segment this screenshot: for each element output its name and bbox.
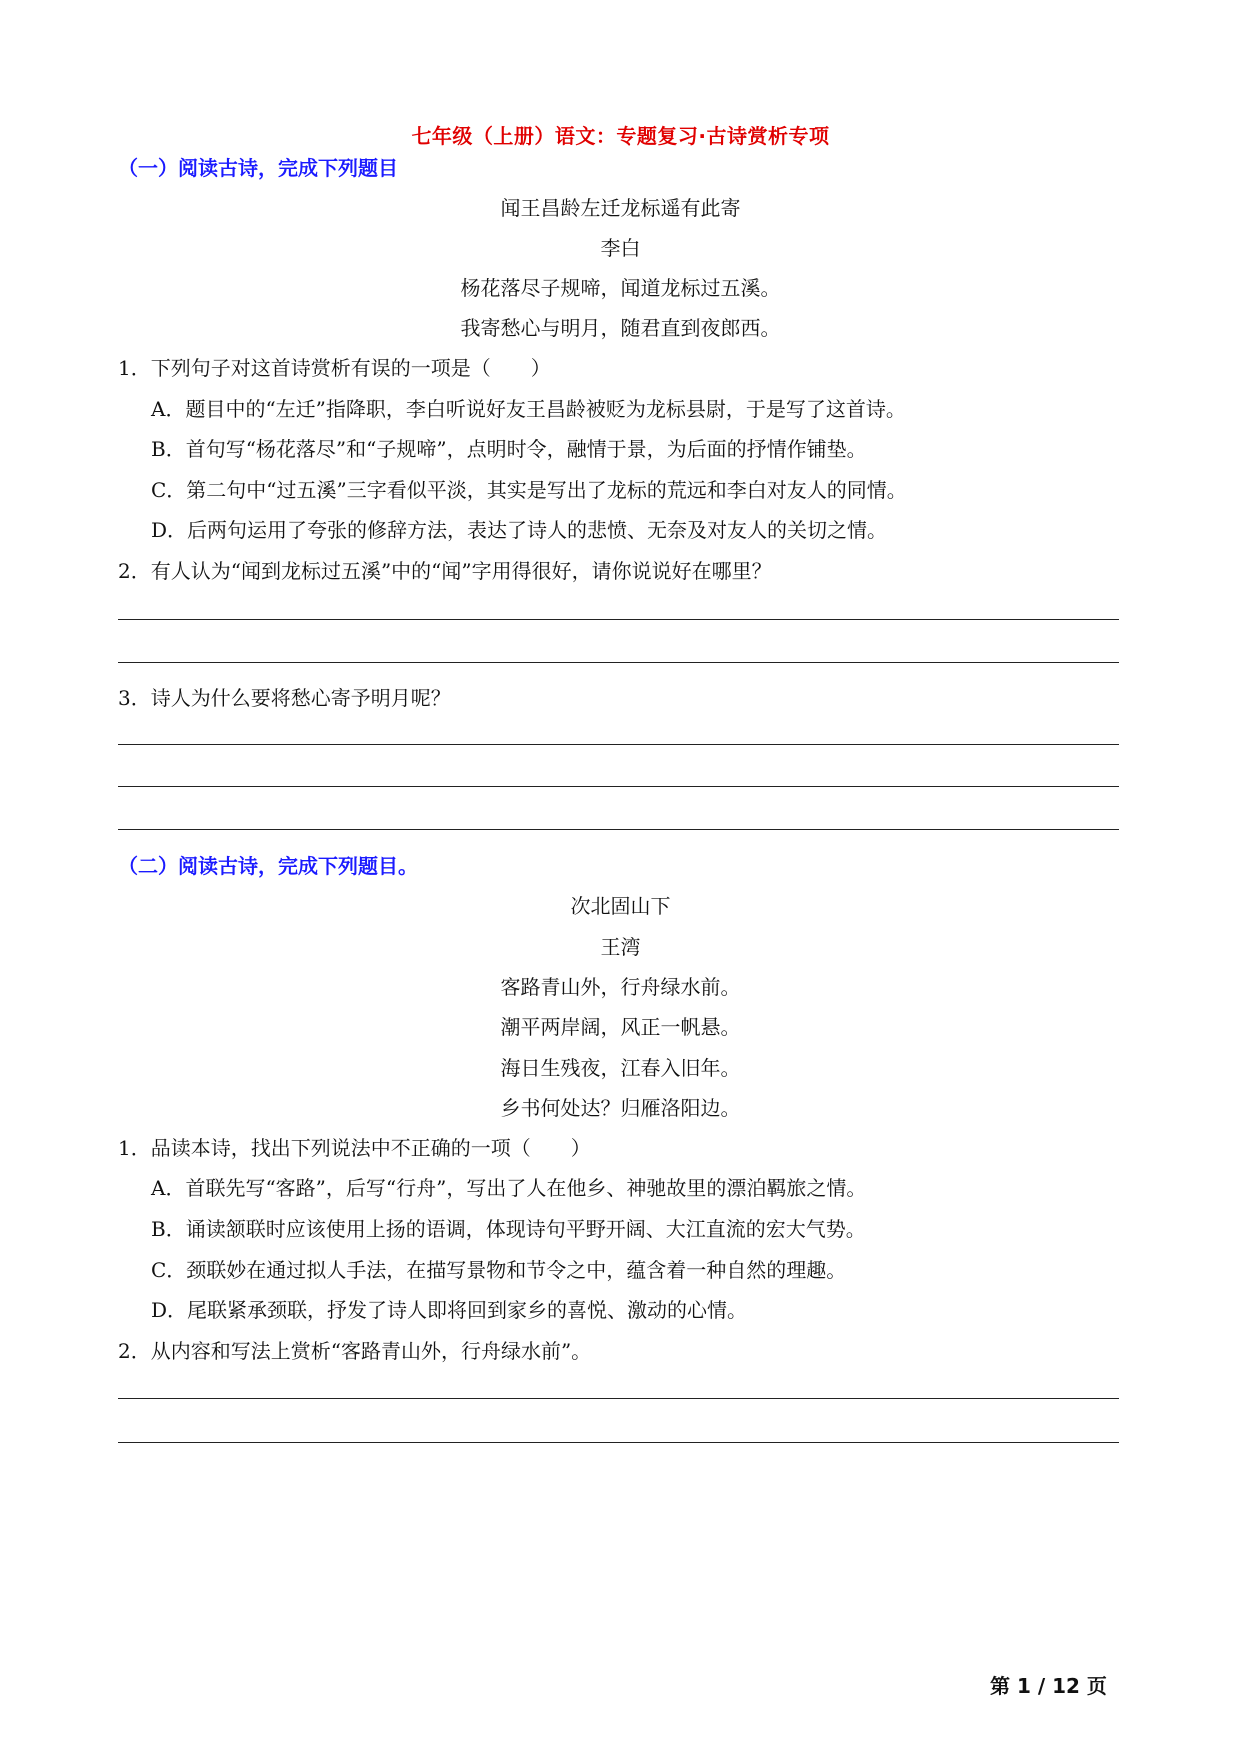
answer-line[interactable] (118, 619, 1119, 620)
s2-q1-option-b: B．诵读颔联时应该使用上扬的语调，体现诗句平野开阔、大江直流的宏大气势。 (151, 1217, 866, 1241)
poem-2-author: 王湾 (600, 935, 641, 959)
s2-question-1: 1．品读本诗，找出下列说法中不正确的一项（ ） (118, 1136, 591, 1160)
section-2-heading: （二）阅读古诗，完成下列题目。 (118, 854, 418, 878)
page-number: 第 1 / 12 页 (990, 1674, 1107, 1698)
poem-2-line: 海日生残夜，江春入旧年。 (500, 1056, 741, 1080)
answer-line[interactable] (118, 1398, 1119, 1399)
s1-question-2: 2．有人认为“闻到龙标过五溪”中的“闻”字用得很好，请你说说好在哪里？ (118, 559, 772, 583)
answer-line[interactable] (118, 662, 1119, 663)
s1-q1-option-c: C．第二句中“过五溪”三字看似平淡，其实是写出了龙标的荒远和李白对友人的同情。 (151, 478, 907, 502)
answer-line[interactable] (118, 744, 1119, 745)
s1-q1-option-a: A．题目中的“左迁”指降职，李白听说好友王昌龄被贬为龙标县尉，于是写了这首诗。 (151, 397, 906, 421)
poem-1-line: 我寄愁心与明月，随君直到夜郎西。 (460, 316, 781, 340)
poem-1-title: 闻王昌龄左迁龙标遥有此寄 (500, 196, 741, 220)
section-1-heading: （一）阅读古诗，完成下列题目 (118, 156, 398, 180)
s2-q1-option-a: A．首联先写“客路”，后写“行舟”，写出了人在他乡、神驰故里的漂泊羁旅之情。 (151, 1176, 867, 1200)
poem-2-line: 潮平两岸阔，风正一帆悬。 (500, 1015, 741, 1039)
poem-1-author: 李白 (600, 236, 641, 260)
document-title: 七年级（上册）语文：专题复习·古诗赏析专项 (411, 124, 830, 148)
s1-question-1: 1．下列句子对这首诗赏析有误的一项是（ ） (118, 356, 551, 380)
s1-q1-option-b: B．首句写“杨花落尽”和“子规啼”，点明时令，融情于景，为后面的抒情作铺垫。 (151, 437, 867, 461)
poem-2-line: 乡书何处达？归雁洛阳边。 (500, 1096, 741, 1120)
poem-2-title: 次北固山下 (570, 894, 671, 918)
s2-question-2: 2．从内容和写法上赏析“客路青山外，行舟绿水前”。 (118, 1339, 592, 1363)
answer-line[interactable] (118, 1442, 1119, 1443)
s1-q1-option-d: D．后两句运用了夸张的修辞方法，表达了诗人的悲愤、无奈及对友人的关切之情。 (151, 518, 888, 542)
poem-2-line: 客路青山外，行舟绿水前。 (500, 975, 741, 999)
s2-q1-option-d: D．尾联紧承颈联，抒发了诗人即将回到家乡的喜悦、激动的心情。 (151, 1298, 748, 1322)
poem-1-line: 杨花落尽子规啼，闻道龙标过五溪。 (460, 276, 781, 300)
answer-line[interactable] (118, 786, 1119, 787)
s2-q1-option-c: C．颈联妙在通过拟人手法，在描写景物和节令之中，蕴含着一种自然的理趣。 (151, 1258, 847, 1282)
s1-question-3: 3．诗人为什么要将愁心寄予明月呢？ (118, 686, 451, 710)
answer-line[interactable] (118, 829, 1119, 830)
